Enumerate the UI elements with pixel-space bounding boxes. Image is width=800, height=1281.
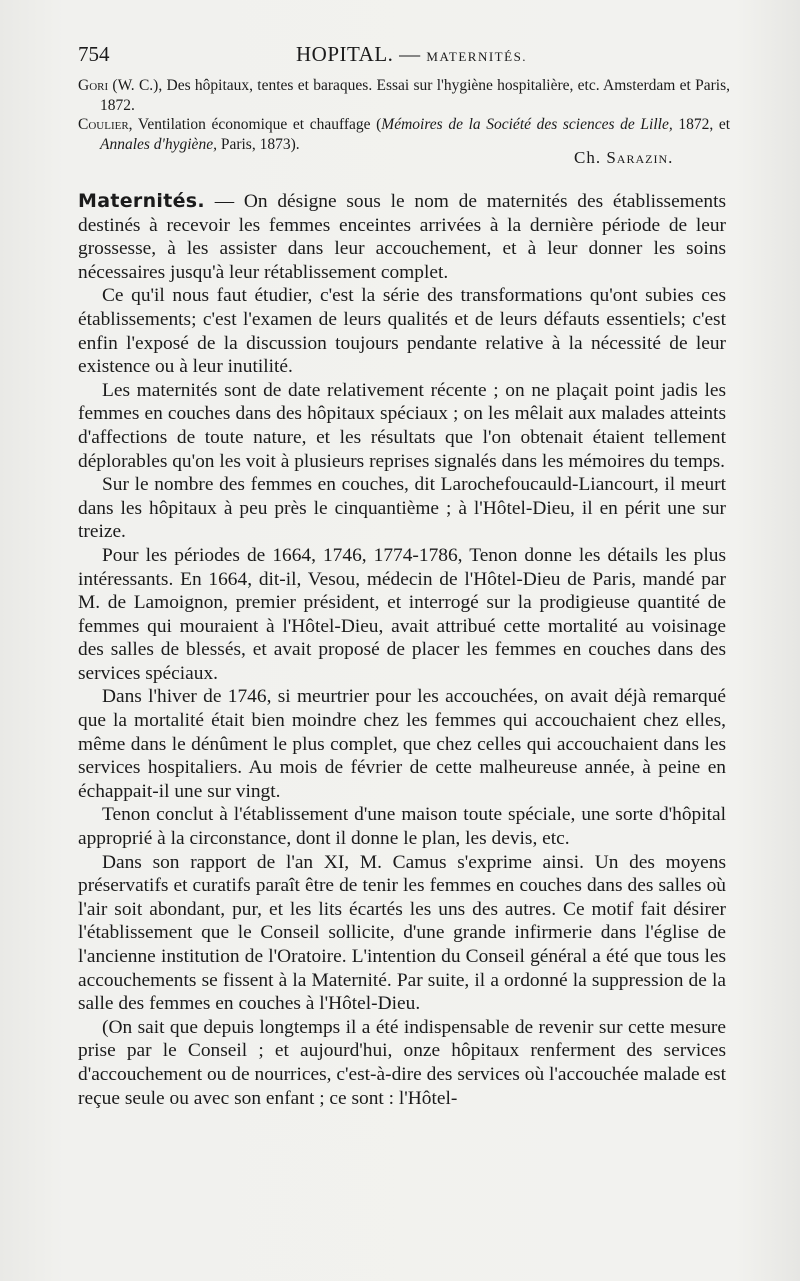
article-body	[78, 190, 726, 1110]
reference-text: 1872, et	[672, 116, 731, 133]
section-heading: Maternités.	[78, 190, 205, 212]
author-signature	[574, 148, 673, 168]
signature-name: Sarazin.	[606, 148, 674, 167]
paragraph: (On sait que depuis longtemps il a été indispensable de revenir sur cette mesure prise par le Conseil ; et aujourd'hui, onze hôpitaux renferment des services d'accouchement ou de nourrices, c'est-à-dire des services où l'accouchée malade est reçue seule ou avec son enfant ; ce sont : l'Hôtel-	[78, 1016, 726, 1109]
reference-journal: Annales d'hygiène,	[100, 135, 217, 153]
paragraph: Dans l'hiver de 1746, si meurtrier pour les accouchées, on avait déjà remarqué que la mortalité était bien moindre chez les femmes qui accouchaient chez elles, même dans le dénûment le plus complet, que chez celles qui accouchaient dans les services hospitaliers. Au mois de février de cette malheureuse année, à peine en échappait-il une sur vingt.	[78, 686, 726, 802]
reference-author: Coulier	[78, 116, 129, 133]
running-head	[78, 38, 728, 68]
references	[78, 76, 730, 154]
reference-author: Gori	[78, 77, 109, 94]
paragraph	[78, 190, 726, 284]
paragraph-text: — On désigne sous le nom de maternités des établissements destinés à recevoir les femmes enceintes arrivées à la dernière période de leur grossesse, à les assister dans leur accouchement, et à leur donner les soins nécessaires jusqu'à leur rétablissement complet.	[78, 191, 726, 283]
header-title-sub: MATERNITÉS.	[426, 49, 528, 64]
reference-journal: Mémoires de la Société des sciences de Lille,	[381, 116, 673, 133]
paragraph: Les maternités sont de date relativement récente ; on ne plaçait point jadis les femmes en couches dans des hôpitaux spéciaux ; on les mêlait aux malades atteints d'affections de toute nature, et les résultats que l'on obtenait étaient tellement déplorables qu'on les voit à plusieurs reprises signalés dans les mémoires du temps.	[78, 379, 726, 472]
reference-text: , Ventilation économique et chauffage (	[128, 116, 382, 133]
header-title-main: HOPITAL. —	[296, 42, 427, 66]
paragraph: Dans son rapport de l'an XI, M. Camus s'exprime ainsi. Un des moyens préservatifs et curatifs paraît être de tenir les femmes en couches dans des salles où l'air soit abondant, pur, et les lits écartés les uns des autres. Ce motif fait désirer l'établissement que le Conseil sollicite, d'une grande infirmerie dans l'église de l'ancienne institution de l'Oratoire. L'intention du Conseil général a été que tous les accouchements se fissent à la Maternité. Par suite, il a ordonné la suppression de la salle des femmes en couches à l'Hôtel-Dieu.	[78, 851, 726, 1015]
page-number: 754	[78, 42, 110, 66]
paragraph: Tenon conclut à l'établissement d'une maison toute spéciale, une sorte d'hôpital approprié à la circonstance, dont il donne le plan, les devis, etc.	[78, 804, 726, 850]
reference-text: (W. C.), Des hôpitaux, tentes et baraques. Essai sur l'hygiène hospitalière, etc. Amsterdam et Paris, 1872.	[100, 77, 730, 114]
paragraph: Ce qu'il nous faut étudier, c'est la série des transformations qu'ont subies ces établissements; c'est l'examen de leurs qualités et de leurs défauts essentiels; c'est enfin l'exposé de la discussion toujours pendante relative à la nécessité de leur existence ou à leur inutilité.	[78, 285, 726, 378]
paragraph: Sur le nombre des femmes en couches, dit Larochefoucauld-Liancourt, il meurt dans les hôpitaux à peu près le cinquantième ; à l'Hôtel-Dieu, il en périt une sur treize.	[78, 474, 726, 543]
reference-text: Paris, 1873).	[216, 135, 300, 153]
signature-initials: Ch.	[574, 148, 607, 167]
paragraph: Pour les périodes de 1664, 1746, 1774-1786, Tenon donne les détails les plus intéressants. En 1664, dit-il, Vesou, médecin de l'Hôtel-Dieu de Paris, mandé par M. de Lamoignon, premier président, et interrogé sur la prodigieuse quantité de femmes qui mouraient à l'Hôtel-Dieu, avait attribué cette mortalité au voisinage des salles de blessés, et avait proposé de placer les femmes en couches dans des services spéciaux.	[78, 544, 726, 684]
reference-gori	[78, 76, 730, 115]
header-title	[296, 42, 527, 67]
